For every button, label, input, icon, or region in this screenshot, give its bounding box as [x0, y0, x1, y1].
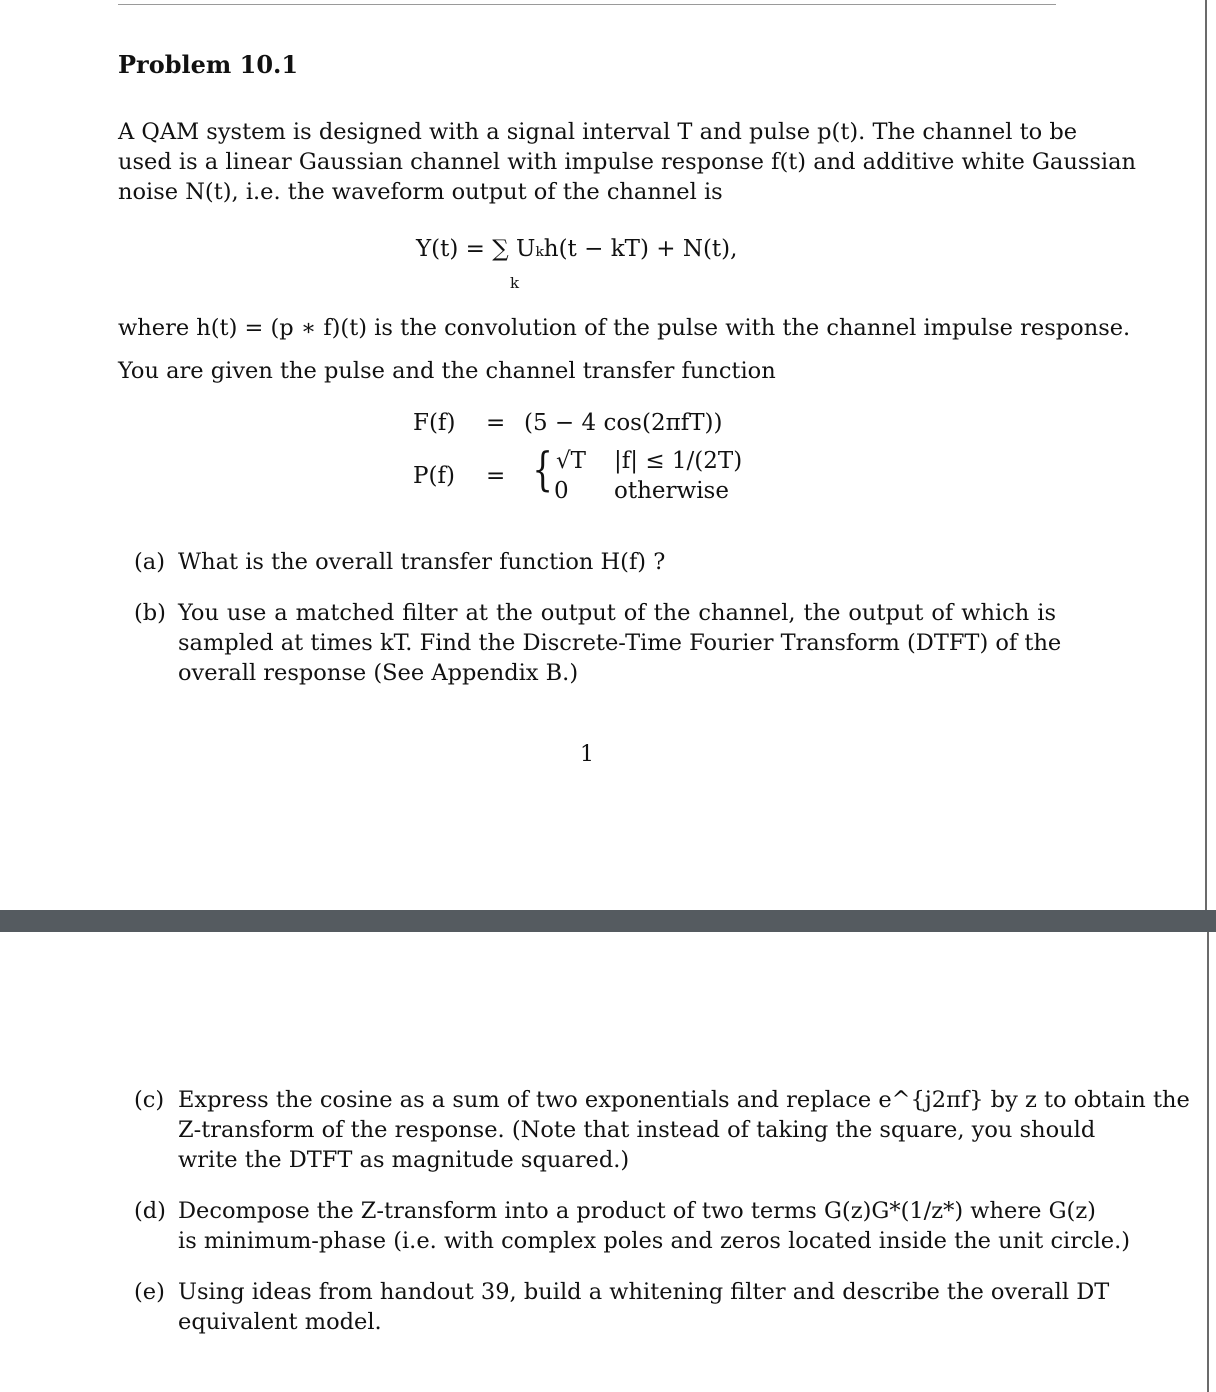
piecewise-brace: { [532, 442, 553, 496]
intro-line-2: used is a linear Gaussian channel with impulse response f(t) and additive white Gaussian [118, 149, 1137, 175]
eq-F-equals: = [486, 410, 506, 436]
eq-F-lhs: F(f) [413, 410, 456, 436]
page-number: 1 [580, 742, 594, 767]
eq-P-equals: = [486, 463, 506, 489]
part-b-line-1: You use a matched filter at the output of the channel, the output of which is [178, 600, 1056, 626]
equation-main: Y(t) = ∑ Uₖh(t − kT) + N(t), [416, 236, 738, 262]
where-line: where h(t) = (p ∗ f)(t) is the convolution of the pulse with the channel impulse response. [118, 315, 1131, 341]
part-c [134, 1085, 1190, 1175]
problem-title: Problem 10.1 [118, 50, 299, 79]
page-2 [0, 932, 1209, 1392]
eq-P-case1-condition: |f| ≤ 1/(2T) [614, 448, 743, 474]
part-b-line-3: overall response (See Appendix B.) [178, 660, 579, 686]
part-c-line-1: Express the cosine as a sum of two exponentials and replace e^{j2πf} by z to obtain the [178, 1087, 1190, 1113]
part-c-line-3: write the DTFT as magnitude squared.) [178, 1147, 630, 1173]
part-d-line-1: Decompose the Z-transform into a product of two terms G(z)G*(1/z*) where G(z) [178, 1198, 1096, 1224]
eq-P-case2-value: 0 [554, 478, 569, 504]
part-c-label: (c) [134, 1087, 165, 1113]
intro-paragraph [118, 117, 1137, 207]
part-c-line-2: Z-transform of the response. (Note that instead of taking the square, you should [178, 1117, 1096, 1143]
part-e-line-1: Using ideas from handout 39, build a whitening filter and describe the overall DT [178, 1279, 1110, 1305]
intro-line-1: A QAM system is designed with a signal interval T and pulse p(t). The channel to be [118, 119, 1078, 145]
eq-P-lhs: P(f) [413, 463, 455, 489]
part-a-line: What is the overall transfer function H(f) ? [178, 549, 666, 575]
eq-P-case1-value: √T [556, 448, 586, 474]
part-a-label: (a) [134, 549, 165, 575]
equation-main-index: k [510, 274, 520, 292]
intro-line-3: noise N(t), i.e. the waveform output of the channel is [118, 179, 723, 205]
page-separator [0, 910, 1216, 932]
part-b-line-2: sampled at times kT. Find the Discrete-Time Fourier Transform (DTFT) of the [178, 630, 1062, 656]
part-b-label: (b) [134, 600, 166, 626]
part-e [134, 1277, 1110, 1337]
top-rule [118, 4, 1056, 5]
part-e-line-2: equivalent model. [178, 1309, 382, 1335]
part-e-label: (e) [134, 1279, 165, 1305]
part-d-line-2: is minimum-phase (i.e. with complex poles and zeros located inside the unit circle.) [178, 1228, 1131, 1254]
eq-P-case2-condition: otherwise [614, 478, 729, 504]
part-d-label: (d) [134, 1198, 166, 1224]
part-b [134, 598, 1062, 688]
eq-F-rhs: (5 − 4 cos(2πfT)) [524, 410, 723, 436]
part-d [134, 1196, 1131, 1256]
part-a [134, 547, 1056, 577]
given-line: You are given the pulse and the channel transfer function [118, 358, 776, 384]
